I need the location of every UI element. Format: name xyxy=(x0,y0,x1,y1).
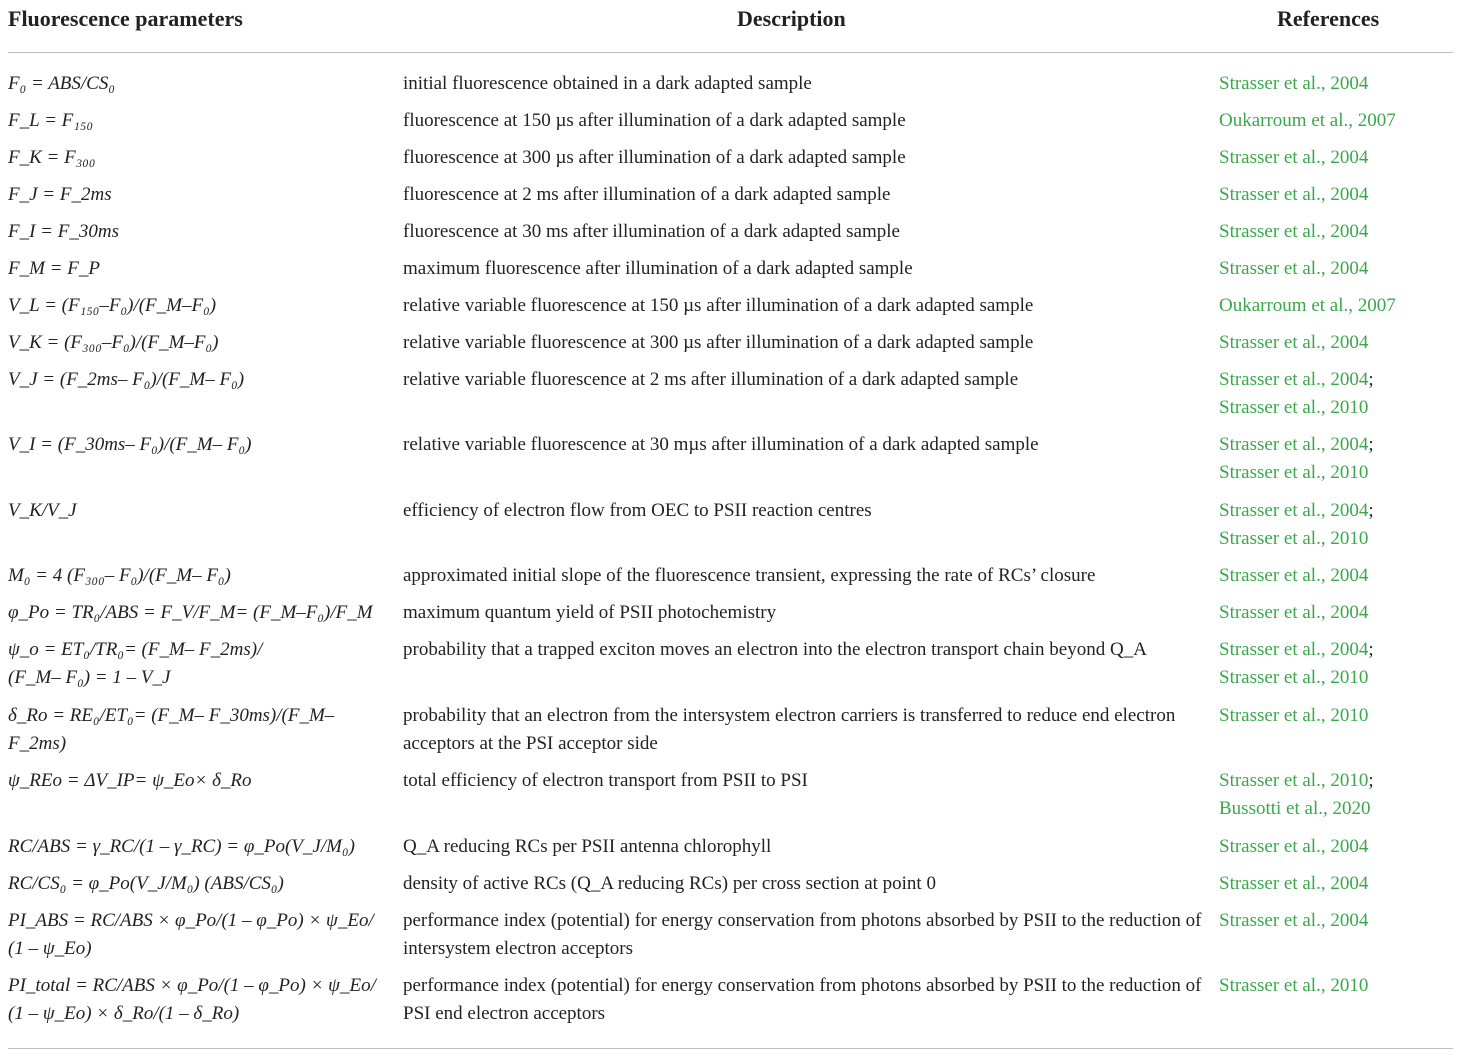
references-cell xyxy=(1219,767,1454,823)
references-cell xyxy=(1219,292,1454,320)
reference-link[interactable]: Strasser et al., 2004 xyxy=(1219,910,1369,931)
references-cell xyxy=(1219,218,1454,246)
reference-link[interactable]: Oukarroum et al., 2007 xyxy=(1219,110,1396,131)
reference-link[interactable]: Strasser et al., 2010 xyxy=(1219,975,1369,996)
parameter-description: probability that a trapped exciton moves an electron into the electron transport chain beyond Q_A xyxy=(403,639,1147,660)
references-cell xyxy=(1219,562,1454,590)
parameter-formula: V_J = (F_2ms– F₀)/(F_M– F₀) xyxy=(8,369,245,390)
parameter-description: fluorescence at 30 ms after illumination of a dark adapted sample xyxy=(403,221,900,242)
references-cell xyxy=(1219,833,1454,861)
bottom-rule xyxy=(8,1048,1453,1049)
reference-link[interactable]: Strasser et al., 2004; xyxy=(1219,500,1374,521)
reference-link[interactable]: Strasser et al., 2010 xyxy=(1219,705,1369,726)
parameter-formula: PI_ABS = RC/ABS × φ_Po/(1 – φ_Po) × ψ_Eo/ (1 – ψ_Eo) xyxy=(8,910,374,959)
parameter-description: fluorescence at 2 ms after illumination of a dark adapted sample xyxy=(403,184,891,205)
reference-separator: ; xyxy=(1368,500,1374,521)
parameter-formula: RC/ABS = γ_RC/(1 – γ_RC) = φ_Po(V_J/M₀) xyxy=(8,836,355,857)
parameter-formula: F₀ = ABS/CS₀ xyxy=(8,73,115,94)
reference-link[interactable]: Strasser et al., 2004 xyxy=(1219,332,1369,353)
parameter-formula: F_K = F₃₀₀ xyxy=(8,147,96,168)
reference-link[interactable]: Strasser et al., 2010; xyxy=(1219,770,1374,791)
parameter-formula: M₀ = 4 (F₃₀₀– F₀)/(F_M– F₀) xyxy=(8,565,231,586)
reference-link[interactable]: Strasser et al., 2004; xyxy=(1219,369,1374,390)
parameter-description: relative variable fluorescence at 30 mµs after illumination of a dark adapted sample xyxy=(403,434,1039,455)
parameter-description: relative variable fluorescence at 2 ms after illumination of a dark adapted sample xyxy=(403,369,1019,390)
parameter-description: initial fluorescence obtained in a dark adapted sample xyxy=(403,73,812,94)
references-cell xyxy=(1219,599,1454,627)
reference-link[interactable]: Bussotti et al., 2020 xyxy=(1219,798,1371,819)
reference-link[interactable]: Strasser et al., 2004 xyxy=(1219,602,1369,623)
reference-link[interactable]: Strasser et al., 2004 xyxy=(1219,565,1369,586)
references-cell xyxy=(1219,255,1454,283)
parameter-description: maximum fluorescence after illumination of a dark adapted sample xyxy=(403,258,913,279)
references-cell xyxy=(1219,329,1454,357)
header-rule xyxy=(8,52,1453,53)
reference-link[interactable]: Strasser et al., 2010 xyxy=(1219,528,1369,549)
parameter-formula: F_I = F_30ms xyxy=(8,221,119,242)
header-references: References xyxy=(1277,6,1380,31)
references-cell xyxy=(1219,431,1454,487)
reference-link[interactable]: Strasser et al., 2004 xyxy=(1219,873,1369,894)
parameter-description: fluorescence at 300 µs after illumination of a dark adapted sample xyxy=(403,147,906,168)
references-cell xyxy=(1219,870,1454,898)
header-description: Description xyxy=(737,6,846,31)
parameter-description: performance index (potential) for energy conservation from photons absorbed by PSII to the reduction of PSI end electron acceptors xyxy=(403,975,1202,1024)
reference-link[interactable]: Strasser et al., 2004 xyxy=(1219,221,1369,242)
parameter-formula: V_K = (F₃₀₀–F₀)/(F_M–F₀) xyxy=(8,332,219,353)
references-cell xyxy=(1219,70,1454,98)
reference-separator: ; xyxy=(1368,369,1374,390)
parameter-formula: PI_total = RC/ABS × φ_Po/(1 – φ_Po) × ψ_Eo/ (1 – ψ_Eo) × δ_Ro/(1 – δ_Ro) xyxy=(8,975,376,1024)
parameter-description: performance index (potential) for energy conservation from photons absorbed by PSII to the reduction of intersystem electron acceptors xyxy=(403,910,1202,959)
references-cell xyxy=(1219,497,1454,553)
parameter-description: Q_A reducing RCs per PSII antenna chlorophyll xyxy=(403,836,772,857)
reference-link[interactable]: Strasser et al., 2010 xyxy=(1219,397,1369,418)
parameter-description: relative variable fluorescence at 150 µs after illumination of a dark adapted sample xyxy=(403,295,1034,316)
reference-link[interactable]: Strasser et al., 2010 xyxy=(1219,462,1369,483)
reference-link[interactable]: Oukarroum et al., 2007 xyxy=(1219,295,1396,316)
references-cell xyxy=(1219,702,1454,730)
references-cell xyxy=(1219,181,1454,209)
reference-link[interactable]: Strasser et al., 2004 xyxy=(1219,836,1369,857)
reference-separator: ; xyxy=(1368,639,1374,660)
parameter-description: relative variable fluorescence at 300 µs after illumination of a dark adapted sample xyxy=(403,332,1034,353)
parameter-formula: ψ_o = ET₀/TR₀= (F_M– F_2ms)/ (F_M– F₀) = 1 – V_J xyxy=(8,639,263,688)
reference-link[interactable]: Strasser et al., 2004 xyxy=(1219,147,1369,168)
parameter-description: total efficiency of electron transport from PSII to PSI xyxy=(403,770,808,791)
reference-link[interactable]: Strasser et al., 2004; xyxy=(1219,639,1374,660)
parameter-formula: φ_Po = TR₀/ABS = F_V/F_M= (F_M–F₀)/F_M xyxy=(8,602,373,623)
reference-link[interactable]: Strasser et al., 2004 xyxy=(1219,73,1369,94)
parameter-formula: δ_Ro = RE₀/ET₀= (F_M– F_30ms)/(F_M– F_2ms) xyxy=(8,705,335,754)
reference-link[interactable]: Strasser et al., 2004 xyxy=(1219,258,1369,279)
parameter-formula: ψ_REo = ΔV_IP= ψ_Eo× δ_Ro xyxy=(8,770,252,791)
parameter-description: approximated initial slope of the fluorescence transient, expressing the rate of RCs’ closure xyxy=(403,565,1096,586)
references-cell xyxy=(1219,907,1454,935)
references-cell xyxy=(1219,107,1454,135)
parameter-formula: V_K/V_J xyxy=(8,500,77,521)
reference-link[interactable]: Strasser et al., 2004 xyxy=(1219,184,1369,205)
reference-link[interactable]: Strasser et al., 2010 xyxy=(1219,667,1369,688)
parameter-formula: F_L = F₁₅₀ xyxy=(8,110,94,131)
parameter-description: maximum quantum yield of PSII photochemistry xyxy=(403,602,777,623)
references-cell xyxy=(1219,366,1454,422)
parameter-description: probability that an electron from the intersystem electron carriers is transferred to reduce end electron acceptors at the PSI acceptor side xyxy=(403,705,1176,754)
reference-separator: ; xyxy=(1368,770,1374,791)
parameter-description: fluorescence at 150 µs after illumination of a dark adapted sample xyxy=(403,110,906,131)
parameter-formula: F_M = F_P xyxy=(8,258,100,279)
header-fluorescence-parameters: Fluorescence parameters xyxy=(8,6,243,31)
references-cell xyxy=(1219,972,1454,1000)
parameter-formula: RC/CS₀ = φ_Po(V_J/M₀) (ABS/CS₀) xyxy=(8,873,284,894)
references-cell xyxy=(1219,144,1454,172)
parameter-formula: V_L = (F₁₅₀–F₀)/(F_M–F₀) xyxy=(8,295,217,316)
parameter-description: efficiency of electron flow from OEC to PSII reaction centres xyxy=(403,500,872,521)
reference-separator: ; xyxy=(1368,434,1374,455)
reference-link[interactable]: Strasser et al., 2004; xyxy=(1219,434,1374,455)
references-cell xyxy=(1219,636,1454,692)
parameter-description: density of active RCs (Q_A reducing RCs) per cross section at point 0 xyxy=(403,873,936,894)
parameter-formula: V_I = (F_30ms– F₀)/(F_M– F₀) xyxy=(8,434,252,455)
parameter-formula: F_J = F_2ms xyxy=(8,184,112,205)
